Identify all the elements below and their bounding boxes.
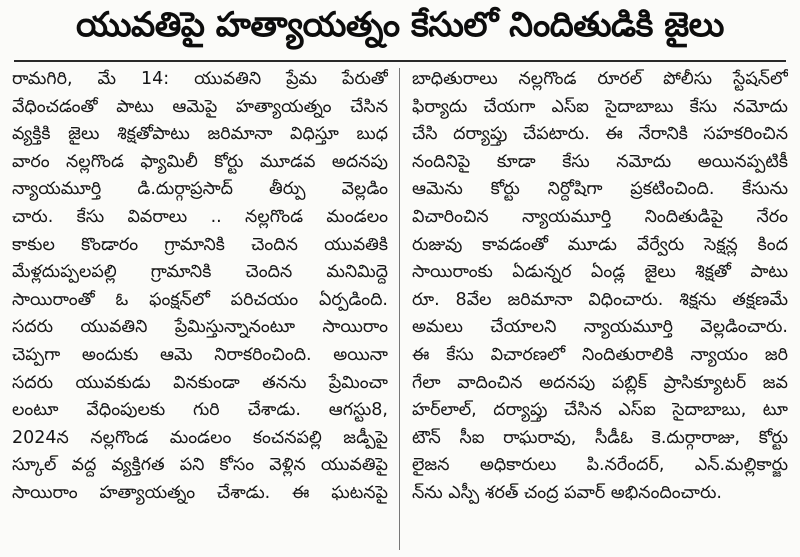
body-line: చారు. కేసు వివరాలు .. నల్లగొండ మండలం [12, 206, 388, 227]
body-line: బాధితురాలు నల్లగొండ రూరల్ పోలీసు స్టేషన్‌లో [412, 69, 788, 89]
body-line: గేలా వాదించిన అదనపు పబ్లిక్ ప్రాసిక్యూటర్ జవ [412, 372, 788, 393]
body-line: వారం నల్లగొండ ఫ్యామిలీ కోర్టు మూడవ అదనపు [12, 151, 388, 172]
body-line: న్యాయమూర్తి డి.దుర్గాప్రసాద్ తీర్పు వెల్లడిం [12, 179, 388, 200]
body-line: రూ. 8వేల జరిమానా విధించారు. శిక్షను తక్షణమే [412, 289, 788, 310]
body-line: చెప్పగా అందుకు ఆమె నిరాకరించింది. అయినా [12, 344, 388, 365]
body-line: సాయిరాం హత్యాయత్నం చేశాడు. ఈ ఘటనపై [12, 482, 388, 503]
body-line: టౌన్ సీఐ రాఘరావు, సీడీఓ కె.దుర్గారాజు, కోర్టు [412, 427, 788, 448]
column-divider [399, 68, 400, 550]
body-line: ఈ కేసు విచారణలో నిందితురాలికి న్యాయం జరి [412, 344, 788, 365]
body-line: మేళ్లదుప్పలపల్లి గ్రామానికి చెందిన మనిమిద్దె [12, 262, 388, 283]
body-line: స్కూల్ వద్ద వ్యక్తిగత పని కోసం వెళ్లిన యువతిపై [12, 455, 388, 476]
body-line: వేధించడంతో పాటు ఆమెపై హత్యాయత్నం చేసిన [12, 96, 388, 117]
body-line: రుజువు కావడంతో మూడు వేర్వేరు సెక్షన్ల కింద [412, 234, 788, 255]
body-line: సదరు యువతిని ప్రేమిస్తున్నానంటూ సాయిరాం [12, 317, 388, 338]
body-line: హర్‌లాల్, దర్యాప్తు చేసిన ఎస్ఐ సైదాబాబు, టూ [412, 400, 788, 421]
body-line: కాకుల కొండారం గ్రామానికి చెందిన యువతికి [12, 234, 388, 255]
body-line: సాయిరాంతో ఓ ఫంక్షన్‌లో పరిచయం ఏర్పడింది. [12, 289, 388, 310]
left-column [12, 66, 388, 552]
headline-rule [14, 60, 786, 62]
body-line: నందినిపై కూడా కేసు నమోదు అయినప్పటికీ [412, 151, 788, 172]
body-line: లైజన అధికారులు పి.నరేందర్, ఎన్.మల్లికార్జు [412, 455, 788, 476]
body-line: ఆమెను కోర్టు నిర్దోషిగా ప్రకటించింది. కేసును [412, 179, 788, 200]
body-line: లంటూ వేధింపులకు గురి చేశాడు. ఆగస్టు8, [12, 400, 388, 421]
body-line: ఫిర్యాదు చేయగా ఎస్ఐ సైదాబాబు కేసు నమోదు [412, 96, 788, 117]
body-line: విచారించిన న్యాయమూర్తి నిందితుడిపై నేరం [412, 206, 788, 227]
body-line: 2024న నల్లగొండ మండలం కంచనపల్లి జడ్పీపై [12, 427, 388, 448]
body-line: న్‌ను ఎస్పీ శరత్ చంద్ర పవార్ అభినందించారు. [412, 482, 722, 503]
right-column [412, 66, 788, 552]
body-line: వ్యక్తికి జైలు శిక్షతోపాటు జరిమానా విధిస్తూ బుధ [12, 124, 388, 145]
headline: యువతిపై హత్యాయత్నం కేసులో నిందితుడికి జైలు [76, 5, 724, 45]
body-line: అమలు చేయాలని న్యాయమూర్తి వెల్లడించారు. [412, 317, 788, 338]
body-line: సదరు యువకుడు వినకుండా తనను ప్రేమించా [12, 372, 388, 393]
body-line: సాయిరాంకు ఏడున్నర ఏండ్ల జైలు శిక్షతో పాటు [412, 262, 788, 283]
body-line: రామగిరి, మే 14: యువతిని ప్రేమ పేరుతో [12, 69, 388, 89]
body-line: చేసి దర్యాప్తు చేపటారు. ఈ నేరానికి సహకరించిన [412, 124, 788, 145]
